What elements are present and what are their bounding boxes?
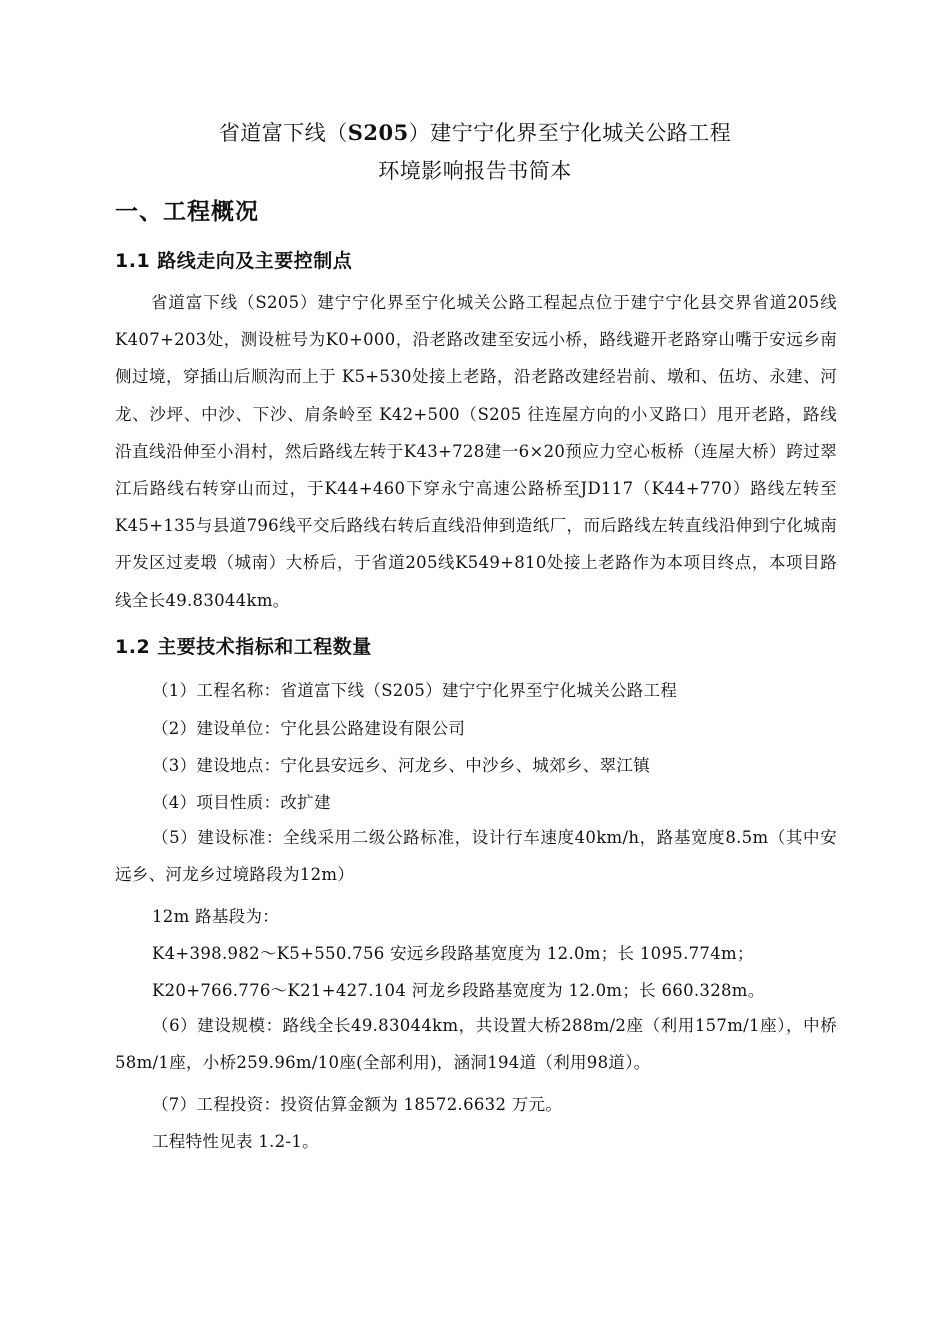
item-investment: （7）工程投资：投资估算金额为 18572.6632 万元。 — [152, 1095, 563, 1114]
item-project-name: （1）工程名称：省道富下线（S205）建宁宁化界至宁化城关公路工程 — [152, 681, 678, 700]
item-construction-unit: （2）建设单位：宁化县公路建设有限公司 — [152, 719, 466, 738]
item-construction-location: （3）建设地点：宁化县安远乡、河龙乡、中沙乡、城郊乡、翠江镇 — [152, 756, 650, 775]
subgrade-heading: 12m 路基段为： — [152, 907, 280, 926]
table-reference-note: 工程特性见表 1.2-1。 — [152, 1132, 319, 1151]
route-description-paragraph: 省道富下线（S205）建宁宁化界至宁化城关公路工程起点位于建宁宁化县交界省道205线K407+203处，测设桩号为K0+000，沿老路改建至安远小桥，路线避开老路穿山嘴于安远乡南侧过境，穿插山后顺沟而上于 K5+530处接上老路，沿老路改建经岩前、墩和、伍坊、永建、河龙、沙坪、中沙、下沙、肩条岭至 K42+500（S205 往连屋方向的小叉路口）甩开老路，路线沿直线沿伸至小涓村，然后路线左转于K43+728建一6×20预应力空心板桥（连屋大桥）跨过翠江后路线右转穿山而过，于K44+460下穿永宁高速公路桥至JD117（K44+770）路线左转至K45+135与县道796线平交后路线右转后直线沿伸到造纸厂，而后路线左转直线沿伸到宁化城南开发区过麦塅（城南）大桥后，于省道205线K549+810处接上老路作为本项目终点，本项目路线全长49.83044km。 — [115, 293, 837, 610]
subgrade-segment-2: K20+766.776～K21+427.104 河龙乡段路基宽度为 12.0m；长 660.328m。 — [152, 981, 765, 1000]
section-heading-overview: 一、工程概况 — [115, 199, 259, 225]
title-road-code: S205 — [347, 120, 409, 145]
item-construction-standard: （5）建设标准：全线采用二级公路标准，设计行车速度40km/h，路基宽度8.5m（其中安远乡、河龙乡过境路段为12m） — [115, 828, 837, 884]
title-suffix: ）建宁宁化界至宁化城关公路工程 — [408, 121, 732, 145]
item-construction-scale: （6）建设规模：路线全长49.83044km，共设置大桥288m/2座（利用157m/1座），中桥58m/1座，小桥259.96m/10座(全部利用)，涵洞194道（利用98道）。 — [115, 1016, 837, 1072]
subsection-heading-indicators: 1.2 主要技术指标和工程数量 — [115, 636, 372, 658]
document-title-line1 — [0, 117, 950, 147]
document-title-line2: 环境影响报告书简本 — [378, 159, 572, 183]
item-project-nature: （4）项目性质：改扩建 — [152, 793, 331, 812]
title-prefix: 省道富下线（ — [218, 121, 348, 145]
subsection-heading-route: 1.1 路线走向及主要控制点 — [115, 250, 353, 272]
subgrade-segment-1: K4+398.982～K5+550.756 安远乡段路基宽度为 12.0m；长 1095.774m； — [152, 944, 754, 963]
